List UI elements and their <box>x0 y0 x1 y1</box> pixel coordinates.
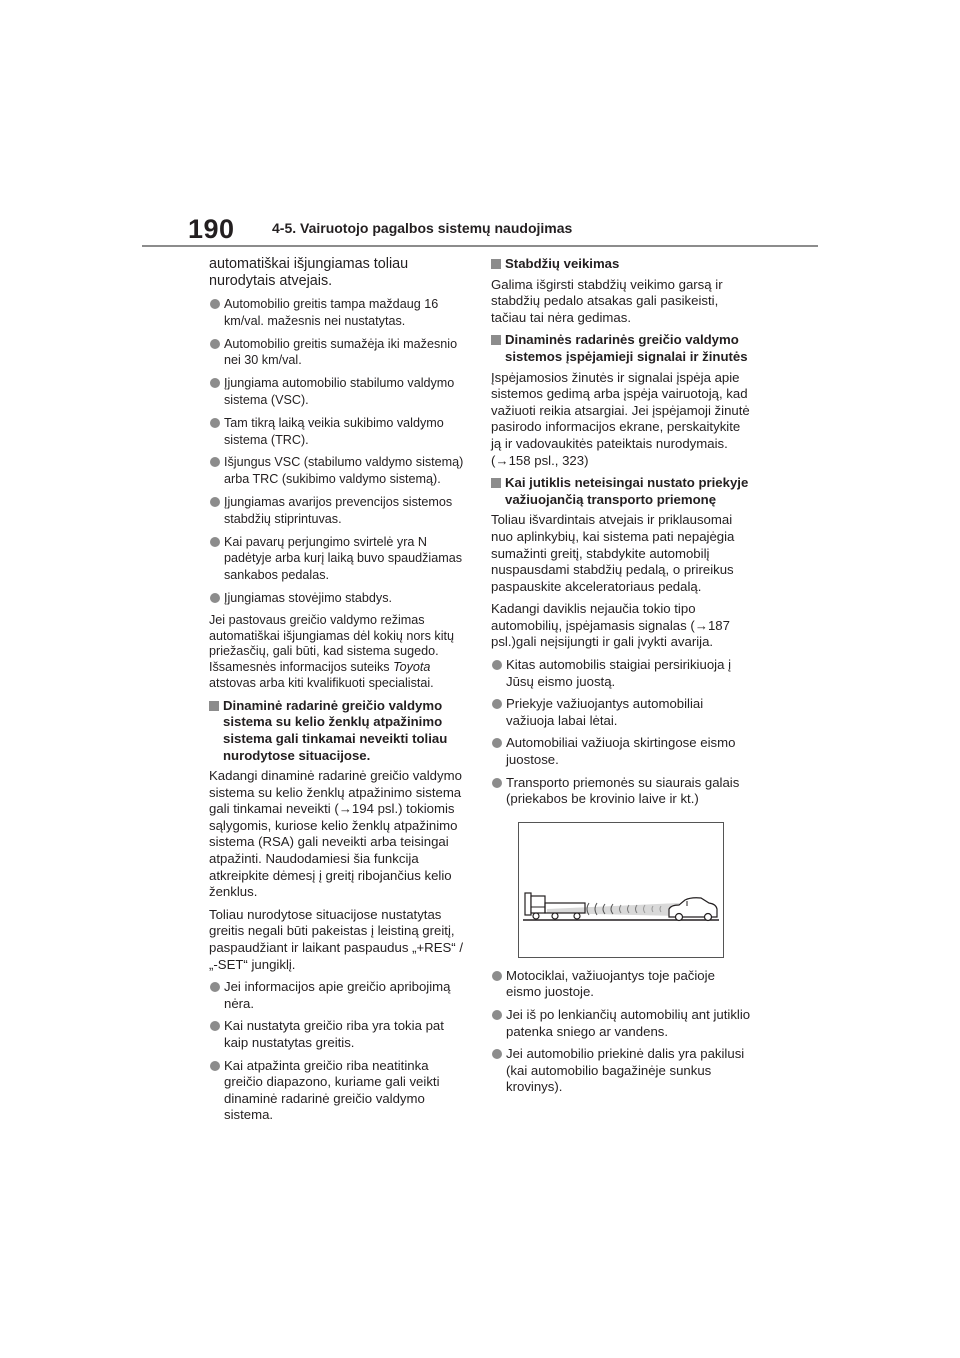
paragraph: Kadangi daviklis nejaučia tokio tipo automobilių, įspėjamasis signalas (→187 psl.)gali neįsijungti ir gali įvykti avarija. <box>491 601 730 650</box>
square-bullet-icon <box>491 478 501 488</box>
square-bullet-icon <box>491 259 501 269</box>
paragraph: Kadangi dinaminė radarinė greičio valdymo sistema su kelio ženklų atpažinimo sistema gali tinkamai neveikti (→194 psl.) tokiomis sąlygomis, kuriose kelio ženklų atpažinimo sistema (RSA) gali neveikti arba teisingai atpažinti. Naudodamiesi šia funkcija atkreipkite dėmesį į greitį ribojančius kelio ženklus. <box>209 768 462 900</box>
misdetection-list-continued <box>491 968 751 1096</box>
list-item: Automobilio greitis sumažėja iki mažesnio nei 30 km/val. <box>209 336 469 370</box>
bullet-icon <box>492 699 502 709</box>
malfunction-note: Jei pastovaus greičio valdymo režimas automatiškai išjungiamas dėl kokių nors kitų priežasčių, gali būti, kad sistema sugedo. Išsamesnės informacijos suteiks Toyota atstovas arba kiti kvalifikuoti specialistai. <box>209 612 454 690</box>
brand-name: Toyota <box>393 660 431 675</box>
bullet-icon <box>210 1021 220 1031</box>
section-title: 4-5. Vairuotojo pagalbos sistemų naudojimas <box>272 220 573 236</box>
header-rule <box>142 245 818 247</box>
bullet-icon <box>492 778 502 788</box>
paragraph: Toliau išvardintais atvejais ir priklausomai nuo aplinkybių, kai sistema pati nepajėgia sumažinti greitį, stabdykite automobilį nuspausdami stabdžių pedalą, o prireikus paspauskite akceleratoriaus pedalą. <box>491 512 735 594</box>
bullet-icon <box>210 497 220 507</box>
list-item: Jei informacijos apie greičio apribojimą nėra. <box>209 979 469 1012</box>
list-item: Išjungus VSC (stabilumo valdymo sistemą) arba TRC (sukibimo valdymo sistemą). <box>209 454 469 488</box>
bullet-icon <box>492 1010 502 1020</box>
section-heading: Dinaminės radarinės greičio valdymo sistemos įspėjamieji signalai ir žinutės <box>491 332 751 365</box>
bullet-icon <box>210 339 220 349</box>
bullet-icon <box>492 660 502 670</box>
paragraph: Toliau nurodytose situacijose nustatytas greitis negali būti pakeistas į leistiną greitį, paspaudžiant ir laikant paspaudus „+RES“ / „-SET“ jungiklį. <box>209 906 464 972</box>
list-item: Priekyje važiuojantys automobiliai važiuoja labai lėtai. <box>491 696 751 729</box>
bullet-icon <box>210 1061 220 1071</box>
list-item: Įjungiama automobilio stabilumo valdymo sistema (VSC). <box>209 375 469 409</box>
square-bullet-icon <box>491 335 501 345</box>
list-item: Įjungiamas stovėjimo stabdys. <box>209 590 469 607</box>
bullet-icon <box>210 982 220 992</box>
list-item: Automobilio greitis tampa maždaug 16 km/val. mažesnis nei nustatytas. <box>209 296 469 330</box>
page-number: 190 <box>188 214 235 244</box>
list-item: Kai pavarų perjungimo svirtelė yra N padėtyje arba kurį laiką buvo spaudžiamas sankabos pedalas. <box>209 534 469 584</box>
list-item: Transporto priemonės su siaurais galais (priekabos be krovinio laive ir kt.) <box>491 775 751 808</box>
cancel-conditions-list <box>209 296 469 607</box>
section-heading: Kai jutiklis neteisingai nustato priekyje važiuojančią transporto priemonę <box>491 475 751 508</box>
list-item: Tam tikrą laiką veikia sukibimo valdymo sistema (TRC). <box>209 415 469 449</box>
list-item: Kai nustatyta greičio riba yra tokia pat kaip nustatytas greitis. <box>209 1018 469 1051</box>
speed-limit-conditions-list <box>209 979 469 1124</box>
left-column <box>209 256 469 1130</box>
list-item: Motociklai, važiuojantys toje pačioje eismo juostoje. <box>491 968 751 1001</box>
bullet-icon <box>210 378 220 388</box>
truck-and-car-icon <box>519 823 723 957</box>
bullet-icon <box>492 1049 502 1059</box>
paragraph: Galima išgirsti stabdžių veikimo garsą ir stabdžių pedalo atsakas gali pasikeisti, tačiau tai nėra gedimas. <box>491 276 723 325</box>
bullet-icon <box>210 537 220 547</box>
section-heading: Stabdžių veikimas <box>491 256 751 273</box>
intro-text: automatiškai išjungiamas toliau nurodytais atvejais. <box>209 256 409 289</box>
section-heading: Dinaminė radarinė greičio valdymo sistema su kelio ženklų atpažinimo sistema gali tinkamai neveikti toliau nurodytose situacijose. <box>209 698 469 764</box>
list-item: Automobiliai važiuoja skirtingose eismo juostose. <box>491 735 751 768</box>
list-item: Įjungiamas avarijos prevencijos sistemos stabdžių stiprintuvas. <box>209 494 469 528</box>
square-bullet-icon <box>209 701 219 711</box>
list-item: Jei iš po lenkiančių automobilių ant jutiklio patenka sniego ar vandens. <box>491 1007 751 1040</box>
bullet-icon <box>210 418 220 428</box>
bullet-icon <box>492 738 502 748</box>
right-column <box>491 256 751 1102</box>
paragraph: Įspėjamosios žinutės ir signalai įspėja apie sistemos gedimą arba įspėja vairuotoją, kad važiuoti reikia atsargiai. Jei įspėjamoji žinutė pasirodo informacijos ekrane, perskaitykite ją ir vadovaukitės pateiktais nurodymais. (→158 psl., 323) <box>491 369 750 468</box>
misdetection-list <box>491 657 751 808</box>
page-header <box>142 206 818 246</box>
bullet-icon <box>210 457 220 467</box>
radar-trailer-illustration <box>518 822 724 958</box>
bullet-icon <box>210 299 220 309</box>
list-item: Kitas automobilis staigiai persirikiuoja į Jūsų eismo juostą. <box>491 657 751 690</box>
list-item: Jei automobilio priekinė dalis yra pakilusi (kai automobilio bagažinėje sunkus krovinys). <box>491 1046 751 1096</box>
bullet-icon <box>492 971 502 981</box>
bullet-icon <box>210 593 220 603</box>
list-item: Kai atpažinta greičio riba neatitinka greičio diapazono, kuriame gali veikti dinaminė radarinė greičio valdymo sistema. <box>209 1058 469 1124</box>
